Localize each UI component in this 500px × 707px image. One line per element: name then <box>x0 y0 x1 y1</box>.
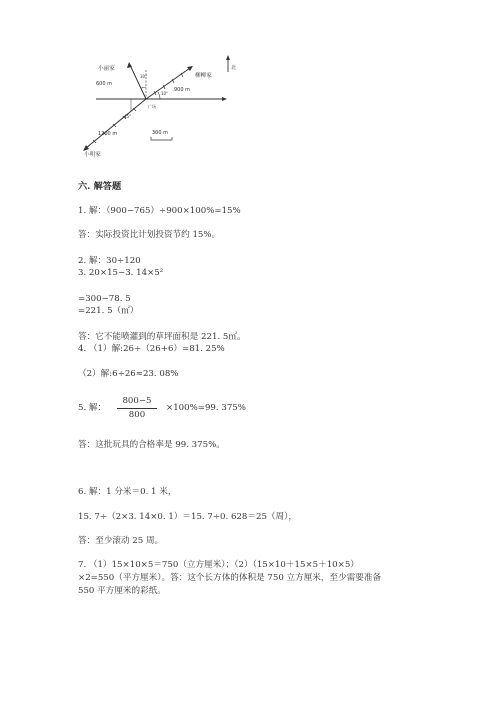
distance-600-label: 600 m <box>96 81 113 87</box>
scale-bar <box>151 137 172 140</box>
q3-step1: =300−78. 5 <box>78 294 131 304</box>
q7-line2: ×2=550（平方厘米）。答：这个长方体的体积是 750 立方厘米，至少需要准备 <box>78 573 382 583</box>
north-label: 北 <box>231 65 237 71</box>
q4-part2: （2）解:6÷26≈23. 08% <box>78 369 179 379</box>
xiaoming-label: 小明家 <box>84 152 101 158</box>
scale-label: 300 m <box>152 130 169 136</box>
q3-answer: 答：它不能喷灌到的草坪面积是 221. 5㎡。 <box>78 332 246 342</box>
liuliu-label: 柳柳家 <box>195 73 212 79</box>
q7-line1: 7. （1）15×10×5＝750（立方厘米）；（2）（15×10＋15×5＋10×5） <box>78 560 359 570</box>
q5-denominator: 800 <box>128 410 146 420</box>
liuliu-arrow-head <box>187 66 193 71</box>
angle-30-label: 30° <box>140 74 148 79</box>
q6-solution: 6. 解：1 分米＝0. 1 米， <box>78 487 177 497</box>
angle-arc-30 <box>141 87 147 89</box>
q2-solution: 2. 解：30÷120 <box>78 256 141 266</box>
q5-numerator: 800−5 <box>122 396 152 406</box>
section-title: 六. 解答题 <box>78 181 122 192</box>
q5-answer: 答：这批玩具的合格率是 99. 375%。 <box>78 440 225 450</box>
q6-answer: 答：至少滚动 25 周。 <box>78 536 164 546</box>
direction-map-figure <box>82 52 242 162</box>
path-to-xiaogang <box>130 65 146 99</box>
q5-suffix: ×100%=99. 375% <box>166 403 246 413</box>
xiaogang-arrow-head <box>127 62 132 68</box>
distance-900-label: 900 m <box>174 87 191 93</box>
path-to-xiaoming <box>86 99 146 148</box>
q1-solution: 1. 解：（900−765）÷900×100%=15% <box>78 206 241 216</box>
q5-fraction <box>117 396 157 421</box>
q3-expression: 3. 20×15−3. 14×5² <box>78 268 164 278</box>
q7-line3: 550 平方厘米的彩纸。 <box>78 586 166 596</box>
q4-part1: 4. （1）解:26÷（26+6）=81. 25% <box>78 344 225 354</box>
angle-10-label: 10° <box>161 91 169 96</box>
angle-arc-10 <box>158 92 160 99</box>
north-arrow-head <box>226 55 230 60</box>
q6-calculation: 15. 7÷（2×3. 14×0. 1）＝15. 7÷0. 628＝25（周）， <box>78 512 297 522</box>
fraction-bar <box>117 408 157 409</box>
angle-45-label: 45° <box>124 114 132 119</box>
q5-prefix: 5. 解： <box>78 403 107 413</box>
xiaogang-label: 小丽家 <box>98 66 115 72</box>
east-arrow-head <box>222 97 227 101</box>
distance-1200-label: 1200 m <box>98 131 118 137</box>
q1-answer: 答：实际投资比计划投资节约 15%。 <box>78 230 221 240</box>
q3-step2: =221. 5（㎡） <box>78 306 139 316</box>
square-label: 广场 <box>148 104 156 109</box>
